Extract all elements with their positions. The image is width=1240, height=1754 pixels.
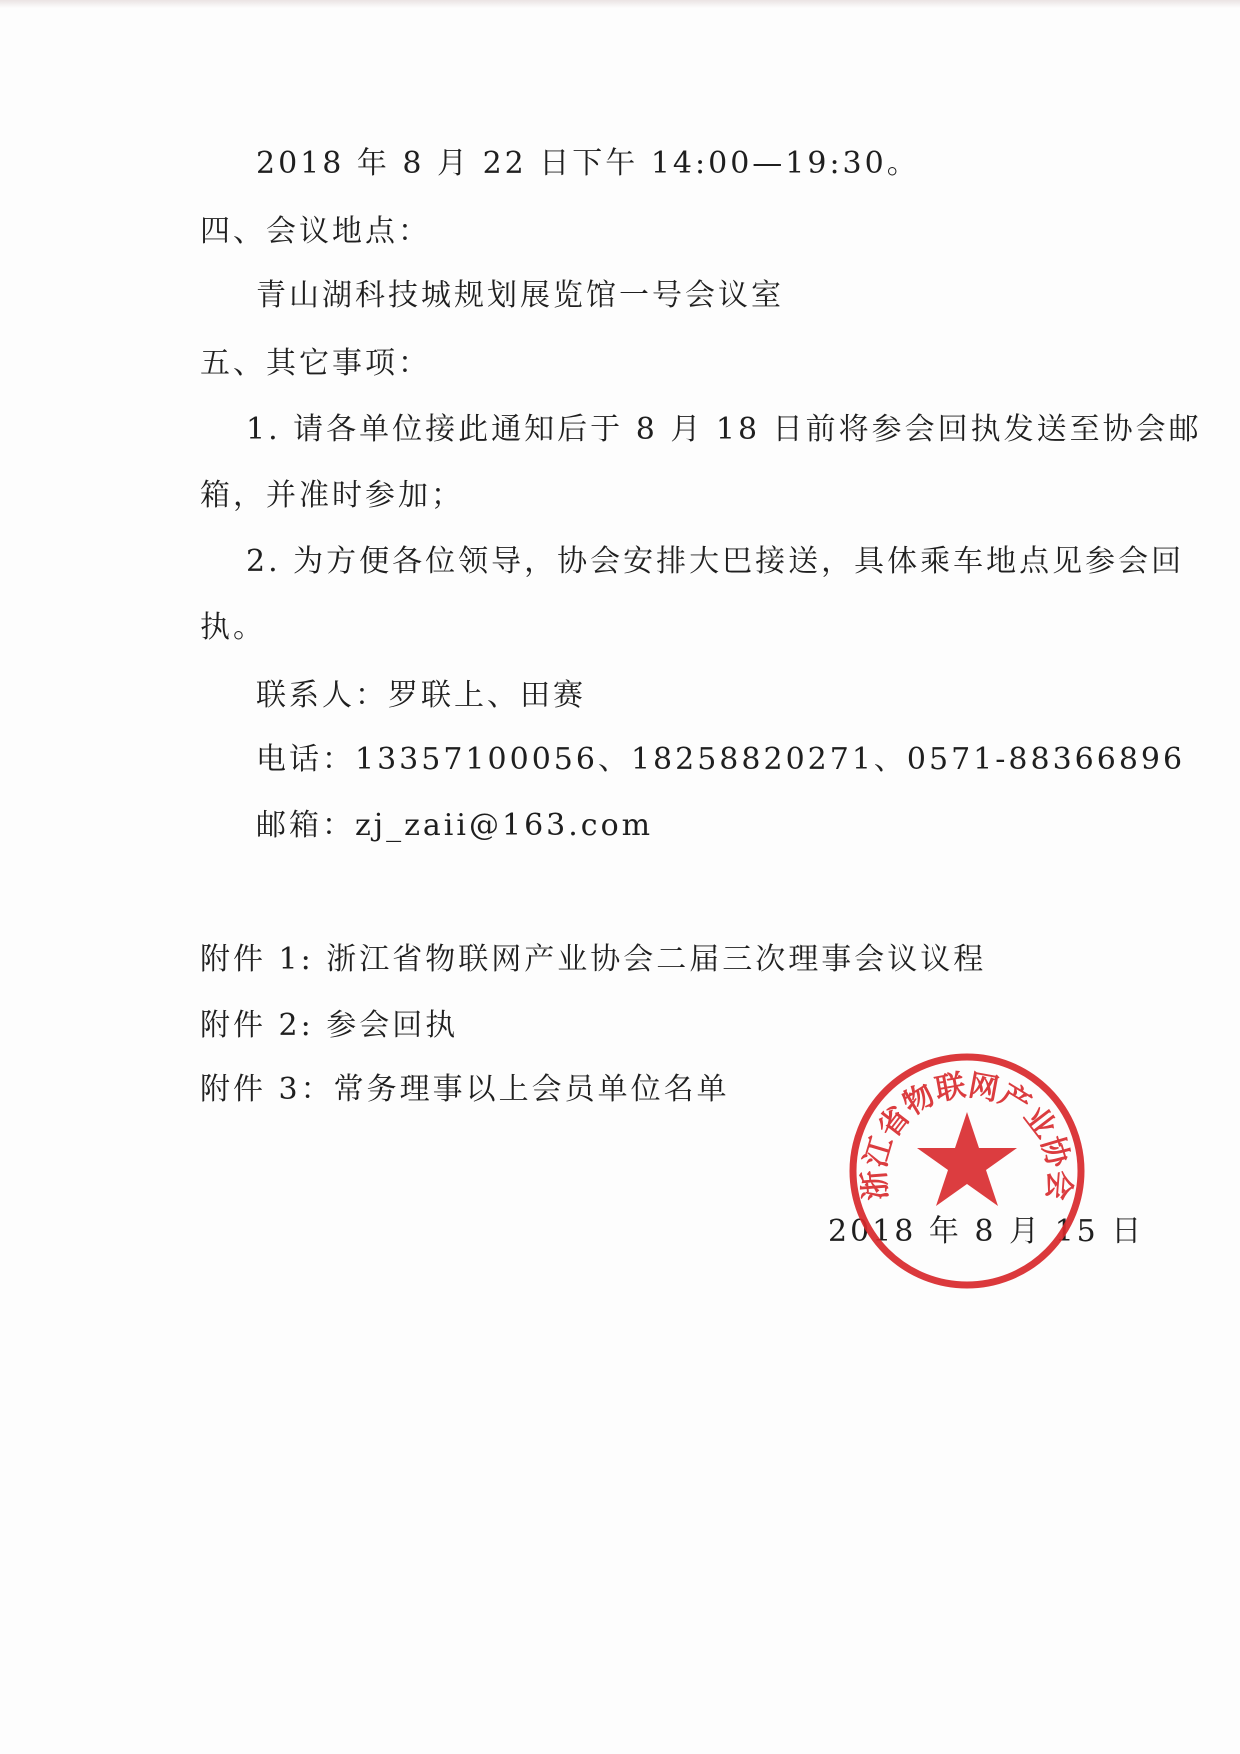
contact-line	[256, 676, 586, 716]
seal-star-icon	[917, 1112, 1017, 1206]
item-2-line-2: 执。	[200, 610, 266, 645]
email-label: 邮箱：	[256, 808, 355, 843]
meeting-location: 青山湖科技城规划展览馆一号会议室	[256, 278, 784, 313]
phone-numbers: 13357100056、18258820271、0571-88366896	[355, 742, 1186, 777]
official-seal-stamp	[846, 1050, 1088, 1292]
email-address: zj_zaii@163.com	[355, 808, 654, 843]
phone-line	[256, 740, 1185, 780]
section-location-title: 四、会议地点：	[200, 214, 431, 249]
meeting-time: 2018 年 8 月 22 日下午 14:00—19:30。	[256, 146, 920, 181]
signature-date: 2018 年 8 月 15 日	[828, 1214, 1145, 1249]
item-1-line-2: 箱，并准时参加；	[200, 478, 464, 513]
item-1-line-1: 1. 请各单位接此通知后于 8 月 18 日前将参会回执发送至协会邮	[246, 412, 1202, 447]
attachment-1: 附件 1: 浙江省物联网产业协会二届三次理事会议议程	[200, 942, 987, 977]
phone-label: 电话：	[256, 742, 355, 777]
scan-edge	[0, 0, 1240, 8]
attachment-2: 附件 2: 参会回执	[200, 1008, 459, 1043]
email-line	[256, 806, 653, 846]
seal-text: 浙江省物联网产业协会	[857, 1068, 1077, 1202]
contact-label: 联系人：	[256, 678, 388, 713]
attachment-3: 附件 3：常务理事以上会员单位名单	[200, 1072, 730, 1107]
item-2-line-1: 2. 为方便各位领导，协会安排大巴接送，具体乘车地点见参会回	[246, 544, 1185, 579]
contact-names: 罗联上、田赛	[388, 678, 586, 713]
section-other-title: 五、其它事项：	[200, 346, 431, 381]
